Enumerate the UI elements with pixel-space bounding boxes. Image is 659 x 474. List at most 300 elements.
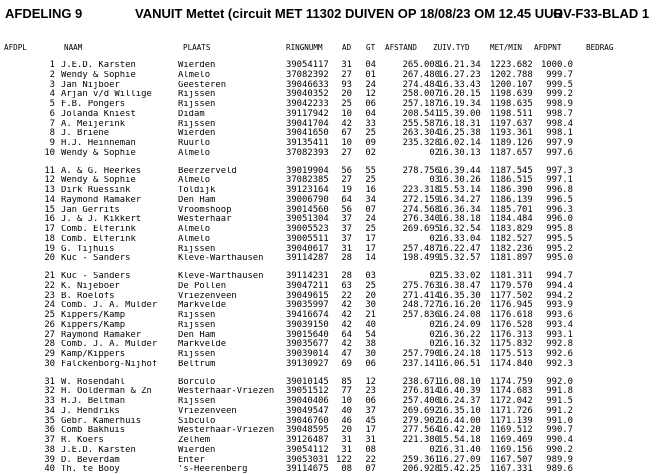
ring-number: 39014560 xyxy=(286,204,329,215)
distance: 257.487 xyxy=(402,243,440,254)
race-title: VANUIT Mettet (circuit MET 11302 DUIVEN OP 18/08/23 OM 12.45 UUR xyxy=(135,6,563,21)
points: 993.6 xyxy=(546,310,573,321)
placement: 7 xyxy=(49,118,55,129)
placement: 37 xyxy=(44,435,55,446)
placement: 27 xyxy=(44,329,55,340)
distance: 257.400 xyxy=(402,396,440,407)
table-row xyxy=(0,456,659,465)
ring-number: 37082393 xyxy=(286,147,329,158)
entered-count: 20 xyxy=(341,89,352,100)
distance: 272.159 xyxy=(402,194,440,205)
speed: 1189.126 xyxy=(490,138,533,149)
fancier-name: Raymond Ramaker xyxy=(61,330,142,340)
flight-time: 16.30.13 xyxy=(438,147,481,158)
place-name: Westerhaar-Vriezen xyxy=(178,387,275,397)
entered-count: 20 xyxy=(341,425,352,436)
ring-number: 39135411 xyxy=(286,138,329,149)
marked-count: 24 xyxy=(365,79,376,90)
placement: 36 xyxy=(44,425,55,436)
marked-count: 21 xyxy=(365,310,376,321)
speed: 1174.759 xyxy=(490,376,533,387)
distance: 274.484 xyxy=(402,79,440,90)
placement: 40 xyxy=(44,464,55,474)
ring-number: 39006790 xyxy=(286,194,329,205)
flight-time: 16.38.18 xyxy=(438,214,481,225)
points: 998.7 xyxy=(546,108,573,119)
points: 992.6 xyxy=(546,349,573,360)
points: 996.3 xyxy=(546,204,573,215)
distance: 277.564 xyxy=(402,425,440,436)
fancier-name: H.J. Heinneman xyxy=(61,139,136,149)
fancier-name: J. & J. Kikkert xyxy=(61,215,142,225)
ring-number: 39047211 xyxy=(286,280,329,291)
fancier-name: F.B. Pongers xyxy=(61,100,126,110)
distance: 221.380 xyxy=(402,435,440,446)
flight-time: 15.33.02 xyxy=(438,271,481,281)
speed: 1185.701 xyxy=(490,204,533,215)
marked-count: 33 xyxy=(365,118,376,129)
points: 995.8 xyxy=(546,224,573,235)
distance: 257.790 xyxy=(402,349,440,360)
entered-count: 08 xyxy=(341,464,352,474)
col-ringnumm: RINGNUMM xyxy=(286,43,323,52)
entered-count: 64 xyxy=(341,194,352,205)
speed: 1175.513 xyxy=(490,349,533,360)
section-title: AFDELING 9 xyxy=(5,6,83,21)
speed: 1181.897 xyxy=(490,253,533,264)
distance: 248.727 xyxy=(402,300,440,311)
distance: 02 xyxy=(429,444,440,455)
marked-count: 12 xyxy=(365,376,376,387)
col-gt: GT xyxy=(366,43,376,52)
col-afdpnt: AFDPNT xyxy=(534,43,562,52)
flight-time: 16.24.08 xyxy=(438,310,481,321)
fancier-name: J.E.D. Karsten xyxy=(61,61,136,70)
points: 994.2 xyxy=(546,290,573,301)
marked-count: 07 xyxy=(365,464,376,474)
placement: 25 xyxy=(44,310,55,321)
entered-count: 27 xyxy=(341,69,352,80)
ring-number: 39005523 xyxy=(286,224,329,235)
fancier-name: Comb. Elferink xyxy=(61,234,136,244)
flight-time: 15.42.25 xyxy=(438,464,481,474)
distance: 275.763 xyxy=(402,280,440,291)
marked-count: 17 xyxy=(365,243,376,254)
speed: 1200.107 xyxy=(490,79,533,90)
placement: 30 xyxy=(44,358,55,369)
speed: 1193.361 xyxy=(490,128,533,139)
marked-count: 31 xyxy=(365,435,376,446)
ring-number: 39040617 xyxy=(286,243,329,254)
speed: 1198.635 xyxy=(490,99,533,110)
fancier-name: H.J. Beltman xyxy=(61,397,126,407)
marked-count: 01 xyxy=(365,69,376,80)
fancier-name: A. Meijerink xyxy=(61,119,126,129)
points: 998.9 xyxy=(546,99,573,110)
ring-number: 39040406 xyxy=(286,396,329,407)
marked-count: 22 xyxy=(365,454,376,465)
table-row xyxy=(0,176,659,185)
points: 990.2 xyxy=(546,444,573,455)
placement: 6 xyxy=(49,108,55,119)
marked-count: 06 xyxy=(365,396,376,407)
place-name: Den Ham xyxy=(178,330,216,340)
marked-count: 06 xyxy=(365,358,376,369)
marked-count: 25 xyxy=(365,128,376,139)
speed: 1202.788 xyxy=(490,69,533,80)
flight-time: 16.08.10 xyxy=(438,376,481,387)
table-row xyxy=(0,139,659,148)
table-row xyxy=(0,61,659,70)
fancier-name: W. Rosendahl xyxy=(61,377,126,387)
entered-count: 37 xyxy=(341,214,352,225)
ring-number: 39049547 xyxy=(286,405,329,416)
points: 996.0 xyxy=(546,214,573,225)
points: 992.0 xyxy=(546,376,573,387)
placement: 8 xyxy=(49,128,55,139)
place-name: Vroomshoop xyxy=(178,205,232,215)
entered-count: 42 xyxy=(341,118,352,129)
ring-number: 39114287 xyxy=(286,253,329,264)
flight-time: 16.18.31 xyxy=(438,118,481,129)
entered-count: 28 xyxy=(341,271,352,281)
speed: 1171.139 xyxy=(490,415,533,426)
speed: 1177.502 xyxy=(490,290,533,301)
speed: 1198.639 xyxy=(490,89,533,100)
entered-count: 10 xyxy=(341,108,352,119)
entered-count: 37 xyxy=(341,233,352,244)
placement: 10 xyxy=(44,147,55,158)
placement: 2 xyxy=(49,69,55,80)
points: 994.7 xyxy=(546,271,573,281)
entered-count: 37 xyxy=(341,224,352,235)
points: 993.9 xyxy=(546,300,573,311)
ring-number: 39048595 xyxy=(286,425,329,436)
distance: 269.692 xyxy=(402,405,440,416)
placement: 18 xyxy=(44,233,55,244)
speed: 1175.832 xyxy=(490,339,533,350)
entered-count: 77 xyxy=(341,386,352,397)
flight-time: 16.25.38 xyxy=(438,128,481,139)
fancier-name: D. Beverdam xyxy=(61,455,120,465)
flight-time: 16.35.30 xyxy=(438,290,481,301)
entered-count: 85 xyxy=(341,376,352,387)
entered-count: 10 xyxy=(341,138,352,149)
place-name: Markvelde xyxy=(178,340,227,350)
ring-number: 39046633 xyxy=(286,79,329,90)
points: 992.8 xyxy=(546,339,573,350)
flight-time: 15.32.57 xyxy=(438,253,481,264)
table-row xyxy=(0,215,659,224)
marked-count: 20 xyxy=(365,290,376,301)
fancier-name: Kippers/Kamp xyxy=(61,320,126,330)
distance: 208.541 xyxy=(402,108,440,119)
marked-count: 45 xyxy=(365,415,376,426)
table-row xyxy=(0,254,659,263)
marked-count: 30 xyxy=(365,300,376,311)
marked-count: 17 xyxy=(365,425,376,436)
table-row xyxy=(0,292,659,301)
speed: 1197.637 xyxy=(490,118,533,129)
flight-time: 16.31.40 xyxy=(438,444,481,455)
ring-number: 39051512 xyxy=(286,386,329,397)
points: 998.1 xyxy=(546,128,573,139)
place-name: Beltrum xyxy=(178,359,216,369)
distance: 276.340 xyxy=(402,214,440,225)
flight-time: 16.22.47 xyxy=(438,243,481,254)
points: 997.3 xyxy=(546,165,573,176)
flight-time: 16.44.00 xyxy=(438,415,481,426)
ring-number: 39035677 xyxy=(286,339,329,350)
placement: 21 xyxy=(44,271,55,281)
table-row xyxy=(0,167,659,176)
entered-count: 31 xyxy=(341,60,352,70)
flight-time: 15.54.18 xyxy=(438,435,481,446)
points: 997.9 xyxy=(546,138,573,149)
entered-count: 47 xyxy=(341,349,352,360)
table-row xyxy=(0,90,659,99)
fancier-name: Arjan v/d Willige xyxy=(61,90,152,100)
ring-number: 39042233 xyxy=(286,99,329,110)
marked-count: 09 xyxy=(365,138,376,149)
placement: 4 xyxy=(49,89,55,100)
entered-count: 67 xyxy=(341,128,352,139)
entered-count: 28 xyxy=(341,253,352,264)
place-name: Kleve-Warthausen xyxy=(178,272,264,281)
distance: 238.671 xyxy=(402,376,440,387)
distance: 03 xyxy=(429,175,440,186)
marked-count: 12 xyxy=(365,89,376,100)
place-name: Rijssen xyxy=(178,350,216,360)
speed: 1187.657 xyxy=(490,147,533,158)
table-row xyxy=(0,235,659,244)
distance: 276.814 xyxy=(402,386,440,397)
table-row xyxy=(0,311,659,320)
marked-count: 55 xyxy=(365,165,376,176)
speed: 1169.469 xyxy=(490,435,533,446)
flight-time: 16.16.20 xyxy=(438,300,481,311)
fancier-name: Comb Bakhuis xyxy=(61,426,126,436)
flight-time: 16.33.04 xyxy=(438,233,481,244)
marked-count: 07 xyxy=(365,204,376,215)
col-plaats: PLAATS xyxy=(183,43,211,52)
points: 998.4 xyxy=(546,118,573,129)
speed: 1179.570 xyxy=(490,280,533,291)
table-row xyxy=(0,245,659,254)
flight-time: 16.33.43 xyxy=(438,79,481,90)
table-row xyxy=(0,301,659,310)
place-name: Ruurlo xyxy=(178,139,211,149)
ring-number: 39054117 xyxy=(286,60,329,70)
place-name: Sibculo xyxy=(178,416,216,426)
distance: 259.361 xyxy=(402,454,440,465)
ring-number: 39040352 xyxy=(286,89,329,100)
points: 999.2 xyxy=(546,89,573,100)
place-name: Rijssen xyxy=(178,311,216,321)
marked-count: 08 xyxy=(365,444,376,455)
flight-time: 16.36.22 xyxy=(438,329,481,340)
distance: 271.414 xyxy=(402,290,440,301)
placement: 24 xyxy=(44,300,55,311)
placement: 16 xyxy=(44,214,55,225)
place-name: Geesteren xyxy=(178,80,227,90)
speed: 1169.156 xyxy=(490,444,533,455)
flight-time: 16.30.26 xyxy=(438,175,481,186)
fancier-name: Wendy & Sophie xyxy=(61,176,136,186)
distance: 258.007 xyxy=(402,89,440,100)
points: 996.5 xyxy=(546,194,573,205)
points: 995.2 xyxy=(546,243,573,254)
speed: 1172.042 xyxy=(490,396,533,407)
marked-count: 30 xyxy=(365,349,376,360)
fancier-name: A. & G. Heerkes xyxy=(61,166,142,176)
fancier-name: Dirk Ruessink xyxy=(61,186,131,196)
entered-count: 42 xyxy=(341,300,352,311)
fancier-name: Gebr. Kamerhuis xyxy=(61,416,142,426)
flight-time: 16.24.18 xyxy=(438,349,481,360)
ring-number: 39054112 xyxy=(286,444,329,455)
col-afdpl: AFDPL xyxy=(4,43,27,52)
fancier-name: Jan Nijboer xyxy=(61,80,120,90)
points: 995.5 xyxy=(546,233,573,244)
ring-number: 37082392 xyxy=(286,69,329,80)
points: 995.0 xyxy=(546,253,573,264)
marked-count: 34 xyxy=(365,194,376,205)
placement: 9 xyxy=(49,138,55,149)
distance: 237.141 xyxy=(402,358,440,369)
points: 990.7 xyxy=(546,425,573,436)
points: 999.7 xyxy=(546,69,573,80)
entered-count: 64 xyxy=(341,329,352,340)
fancier-name: Raymond Ramaker xyxy=(61,195,142,205)
table-row xyxy=(0,378,659,387)
place-name: Rijssen xyxy=(178,244,216,254)
fancier-name: Comb. J. A. Mulder xyxy=(61,340,158,350)
entered-count: 31 xyxy=(341,435,352,446)
table-row xyxy=(0,71,659,80)
table-row xyxy=(0,196,659,205)
table-row xyxy=(0,206,659,215)
marked-count: 06 xyxy=(365,99,376,110)
flight-time: 16.40.39 xyxy=(438,386,481,397)
marked-count: 24 xyxy=(365,214,376,225)
fancier-name: Falckenborg-Nijhof xyxy=(61,359,158,369)
distance: 265.008 xyxy=(402,60,440,70)
speed: 1176.618 xyxy=(490,310,533,321)
distance: 235.328 xyxy=(402,138,440,149)
distance: 02 xyxy=(429,147,440,158)
marked-count: 23 xyxy=(365,386,376,397)
fancier-name: Kamp/Kippers xyxy=(61,350,126,360)
entered-count: 122 xyxy=(335,454,352,465)
distance: 279.902 xyxy=(402,415,440,426)
marked-count: 17 xyxy=(365,233,376,244)
distance: 267.480 xyxy=(402,69,440,80)
flight-time: 16.02.14 xyxy=(438,138,481,149)
placement: 11 xyxy=(44,165,55,176)
placement: 14 xyxy=(44,194,55,205)
place-name: Rijssen xyxy=(178,119,216,129)
speed: 1182.236 xyxy=(490,243,533,254)
distance: 263.304 xyxy=(402,128,440,139)
marked-count: 04 xyxy=(365,60,376,70)
results-table xyxy=(0,60,659,474)
place-name: Almelo xyxy=(178,70,211,80)
entered-count: 27 xyxy=(341,175,352,186)
points: 991.2 xyxy=(546,405,573,416)
points: 993.1 xyxy=(546,329,573,340)
distance: 02 xyxy=(429,233,440,244)
place-name: Rijssen xyxy=(178,90,216,100)
place-name: Wierden xyxy=(178,445,216,455)
flight-time: 16.19.34 xyxy=(438,99,481,110)
placement: 29 xyxy=(44,349,55,360)
flight-time: 16.39.44 xyxy=(438,165,481,176)
table-row xyxy=(0,340,659,349)
flight-time: 16.16.32 xyxy=(438,339,481,350)
place-name: Almelo xyxy=(178,176,211,186)
place-name: Rijssen xyxy=(178,100,216,110)
points: 999.5 xyxy=(546,79,573,90)
ring-number: 39046760 xyxy=(286,415,329,426)
points: 991.5 xyxy=(546,396,573,407)
table-row xyxy=(0,360,659,369)
place-name: Westerhaar xyxy=(178,215,232,225)
marked-count: 54 xyxy=(365,329,376,340)
table-row xyxy=(0,446,659,455)
distance: 198.499 xyxy=(402,253,440,264)
col-ad: AD xyxy=(342,43,352,52)
col-bedrag: BEDRAG xyxy=(586,43,614,52)
points: 989.9 xyxy=(546,454,573,465)
placement: 34 xyxy=(44,405,55,416)
fancier-name: R. Koers xyxy=(61,436,104,446)
ring-number: 37082385 xyxy=(286,175,329,186)
points: 991.8 xyxy=(546,386,573,397)
table-row xyxy=(0,426,659,435)
sheet-label: OV-F33-BLAD 1 xyxy=(553,6,650,21)
place-name: Almelo xyxy=(178,148,211,158)
flight-time: 15.39.00 xyxy=(438,108,481,119)
fancier-name: Kippers/Kamp xyxy=(61,311,126,321)
table-row xyxy=(0,120,659,129)
entered-count: 10 xyxy=(341,396,352,407)
speed: 1181.311 xyxy=(490,271,533,281)
fancier-name: Kuc - Sanders xyxy=(61,254,131,264)
entered-count: 31 xyxy=(341,243,352,254)
ring-number: 39041650 xyxy=(286,128,329,139)
placement: 32 xyxy=(44,386,55,397)
ring-number: 39005511 xyxy=(286,233,329,244)
fancier-name: Comb. Elferink xyxy=(61,225,136,235)
marked-count: 14 xyxy=(365,253,376,264)
flight-time: 15.53.14 xyxy=(438,185,481,196)
place-name: Didam xyxy=(178,109,205,119)
table-row xyxy=(0,331,659,340)
points: 991.0 xyxy=(546,415,573,426)
flight-time: 16.42.20 xyxy=(438,425,481,436)
entered-count: 46 xyxy=(341,415,352,426)
flight-time: 16.24.09 xyxy=(438,319,481,330)
placement: 33 xyxy=(44,396,55,407)
place-name: Zelhem xyxy=(178,436,211,446)
table-row xyxy=(0,321,659,330)
marked-count: 04 xyxy=(365,108,376,119)
place-name: Beerzerveld xyxy=(178,166,237,176)
table-row xyxy=(0,186,659,195)
placement: 26 xyxy=(44,319,55,330)
marked-count: 40 xyxy=(365,319,376,330)
